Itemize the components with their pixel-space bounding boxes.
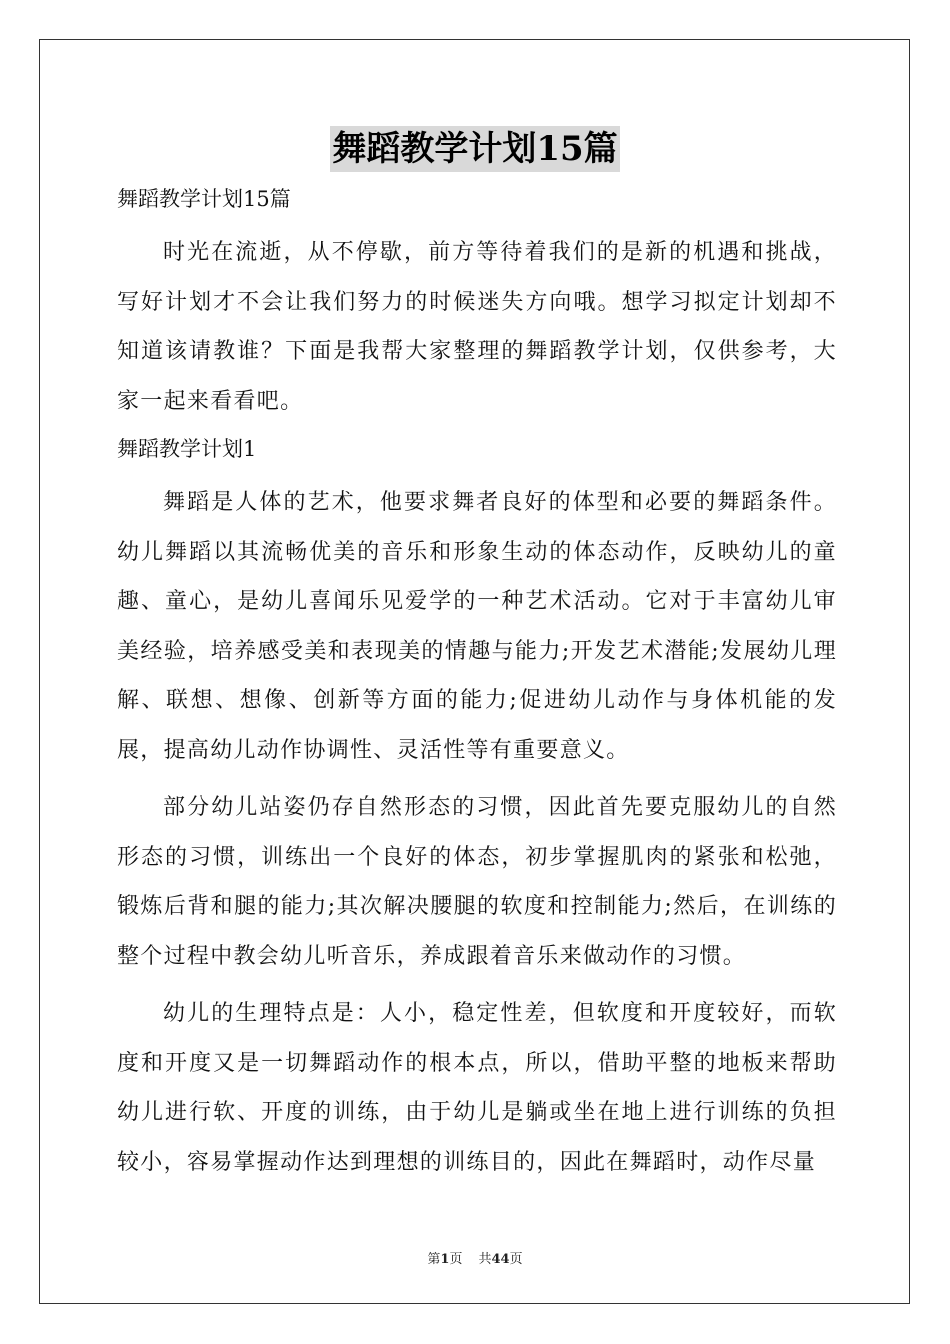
document-body	[117, 176, 837, 1187]
page-suffix: 页	[449, 1252, 463, 1267]
title-container	[0, 126, 950, 172]
total-suffix: 页	[509, 1252, 523, 1267]
body-paragraph-2: 部分幼儿站姿仍存自然形态的习惯，因此首先要克服幼儿的自然形态的习惯，训练出一个良好的体态，初步掌握肌肉的紧张和松弛，锻炼后背和腿的能力;其次解决腰腿的软度和控制能力;然后，在训练的整个过程中教会幼儿听音乐，养成跟着音乐来做动作的习惯。	[117, 795, 837, 969]
document-title: 舞蹈教学计划15篇	[330, 126, 619, 172]
page-prefix: 第	[427, 1252, 441, 1267]
total-pages: 44	[491, 1252, 510, 1267]
document-subtitle: 舞蹈教学计划15篇	[117, 187, 291, 211]
page-footer	[0, 1248, 950, 1267]
section-heading: 舞蹈教学计划1	[117, 437, 257, 461]
intro-paragraph: 时光在流逝，从不停歇，前方等待着我们的是新的机遇和挑战，写好计划才不会让我们努力的时候迷失方向哦。想学习拟定计划却不知道该请教谁？下面是我帮大家整理的舞蹈教学计划，仅供参考，大家一起来看看吧。	[117, 240, 837, 414]
total-prefix: 共	[478, 1252, 492, 1267]
body-paragraph-1: 舞蹈是人体的艺术，他要求舞者良好的体型和必要的舞蹈条件。幼儿舞蹈以其流畅优美的音乐和形象生动的体态动作，反映幼儿的童趣、童心，是幼儿喜闻乐见爱学的一种艺术活动。它对于丰富幼儿审美经验，培养感受美和表现美的情趣与能力;开发艺术潜能;发展幼儿理解、联想、想像、创新等方面的能力;促进幼儿动作与身体机能的发展，提高幼儿动作协调性、灵活性等有重要意义。	[117, 490, 837, 763]
body-paragraph-3: 幼儿的生理特点是：人小，稳定性差，但软度和开度较好，而软度和开度又是一切舞蹈动作的根本点，所以，借助平整的地板来帮助幼儿进行软、开度的训练，由于幼儿是躺或坐在地上进行训练的负担较小，容易掌握动作达到理想的训练目的，因此在舞蹈时，动作尽量	[117, 1001, 837, 1175]
page-number: 1	[440, 1252, 450, 1267]
